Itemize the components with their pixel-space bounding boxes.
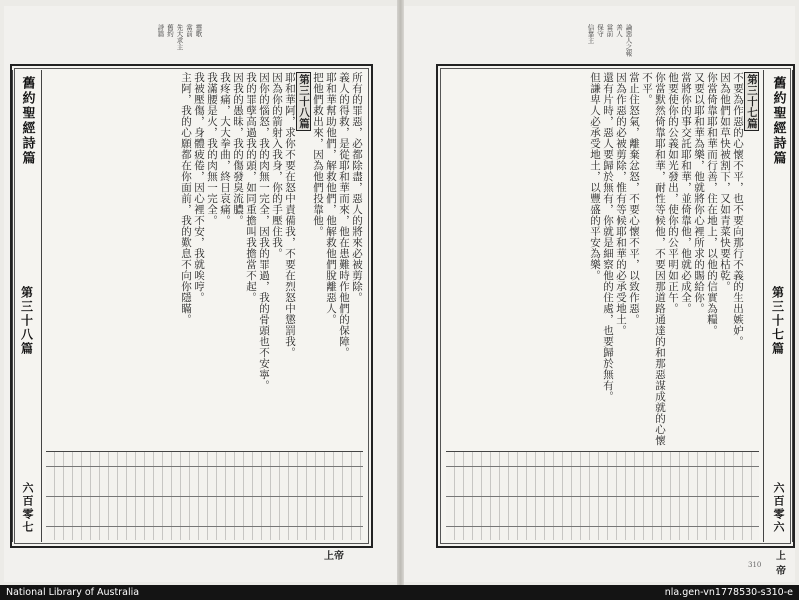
right-verse: 當止住怒氣，離棄忿怒，不要心懷不平，以致作惡。 xyxy=(628,72,640,325)
right-note-3: 當前 xyxy=(605,24,614,37)
left-verse: 因你的惱怒，我的肉無一完全，因我的罪過，我的骨頭也不安寧。 xyxy=(258,72,270,391)
right-book-title: 舊約聖經詩篇 xyxy=(770,76,786,166)
right-verse: 你當默然倚靠耶和華，耐性等候他，不要因那道路通達的和那惡謀成就的心懷不平。 xyxy=(641,72,666,446)
left-verse: 所有的罪惡，必都除盡，惡人的將來必被剪除。 xyxy=(351,72,363,303)
right-verse: 因為他們如草快被割下，又如青菜快要枯乾。 xyxy=(719,72,731,292)
credit-library: National Library of Australia xyxy=(6,587,140,598)
right-note-5: 信靠主 xyxy=(586,24,595,44)
right-footer-mark: 上帝 xyxy=(776,551,786,577)
right-note-2: 善人 xyxy=(615,24,623,37)
left-note-1: 靈歌 xyxy=(194,24,203,37)
left-page-number: 六百零七 xyxy=(21,482,34,534)
right-note-1: 論惡人之報 xyxy=(624,24,633,57)
right-section-heading: 第三十七篇 xyxy=(746,74,758,129)
left-notation-band xyxy=(46,451,363,540)
right-page xyxy=(404,6,795,582)
left-note-4: 舊約 xyxy=(166,24,174,37)
left-verse: 因為你的箭射入我身，你的手壓住我。 xyxy=(271,72,283,259)
left-top-notes xyxy=(154,24,202,60)
credit-bar xyxy=(0,585,799,600)
right-verse: 又要以耶和華為樂，他就將你心裡所求的賜給你。 xyxy=(693,72,705,314)
left-verse: 耶和華幫助他們，解救他們，他解救他們脫離惡人。 xyxy=(325,72,337,325)
right-banner xyxy=(763,70,793,542)
right-note-4: 保守 xyxy=(596,24,604,37)
right-top-notes xyxy=(584,24,632,60)
left-footer-mark: 上帝 xyxy=(324,551,344,562)
credit-identifier: nla.gen-vn1778530-s310-e xyxy=(664,587,793,598)
left-text-frame xyxy=(10,64,373,548)
right-verse: 因為作惡的必被剪除，惟有等候耶和華的必承受地土。 xyxy=(615,72,627,336)
left-banner xyxy=(12,70,42,542)
left-verse: 主阿，我的心願都在你面前，我的歎息不向你隱瞞。 xyxy=(180,72,192,325)
book-gutter xyxy=(397,0,404,585)
left-verse: 我疼痛，大大拳曲，終日哀痛。 xyxy=(219,72,231,226)
right-verse: 但謙卑人必承受地土，以豐盛的平安為樂。 xyxy=(589,72,601,281)
left-note-3: 先大求主 xyxy=(175,24,184,50)
right-verse: 你當倚靠耶和華而行善，住在地上，以他的信實為糧。 xyxy=(706,72,718,336)
left-verse: 義人的得救，是從耶和華而來，他在患難時作他們的保障。 xyxy=(338,72,350,358)
left-verse: 我滿腰是火，我的肉無一完全。 xyxy=(206,72,218,226)
left-verse: 我被壓傷，身體疲倦，因心裡不安，我就唉哼。 xyxy=(193,72,205,303)
right-text-frame xyxy=(436,64,795,548)
right-verse: 還有片時，惡人要歸於無有，你就是細察他的住處，也要歸於無有。 xyxy=(602,72,614,402)
left-verse: 把他們救出來，因為他們投靠他。 xyxy=(312,72,324,237)
left-note-2: 當前 xyxy=(185,24,193,37)
right-page-number: 六百零六 xyxy=(772,482,785,534)
left-verse: 我的罪孽高過我的頭，如同重擔叫我擔當不起。 xyxy=(245,72,257,303)
left-page xyxy=(4,6,397,582)
left-section-heading: 第三十八篇 xyxy=(298,74,310,129)
right-notation-band xyxy=(446,451,759,540)
left-book-title: 舊約聖經詩篇 xyxy=(19,76,35,166)
left-chapter-title: 第三十八篇 xyxy=(19,286,34,356)
left-note-5: 詩篇 xyxy=(156,24,165,37)
left-verse: 因我的愚昧，我的傷發臭流膿。 xyxy=(232,72,244,226)
right-body-text xyxy=(446,72,759,446)
left-body-text xyxy=(46,72,363,446)
right-verse: 當將你的事交託耶和華，並倚靠他，他就必成全。 xyxy=(680,72,692,314)
right-verse: 他要使你的公義如光發出，使你的公平明如正午。 xyxy=(667,72,679,314)
corner-mark: 310 xyxy=(748,561,762,569)
right-chapter-title: 第三十七篇 xyxy=(770,286,785,356)
right-verse: 不要為作惡的心懷不平，也不要向那行不義的生出嫉妒。 xyxy=(732,72,744,347)
left-verse: 耶和華阿，求你不要在怒中責備我，不要在烈怒中懲罰我。 xyxy=(284,72,296,358)
